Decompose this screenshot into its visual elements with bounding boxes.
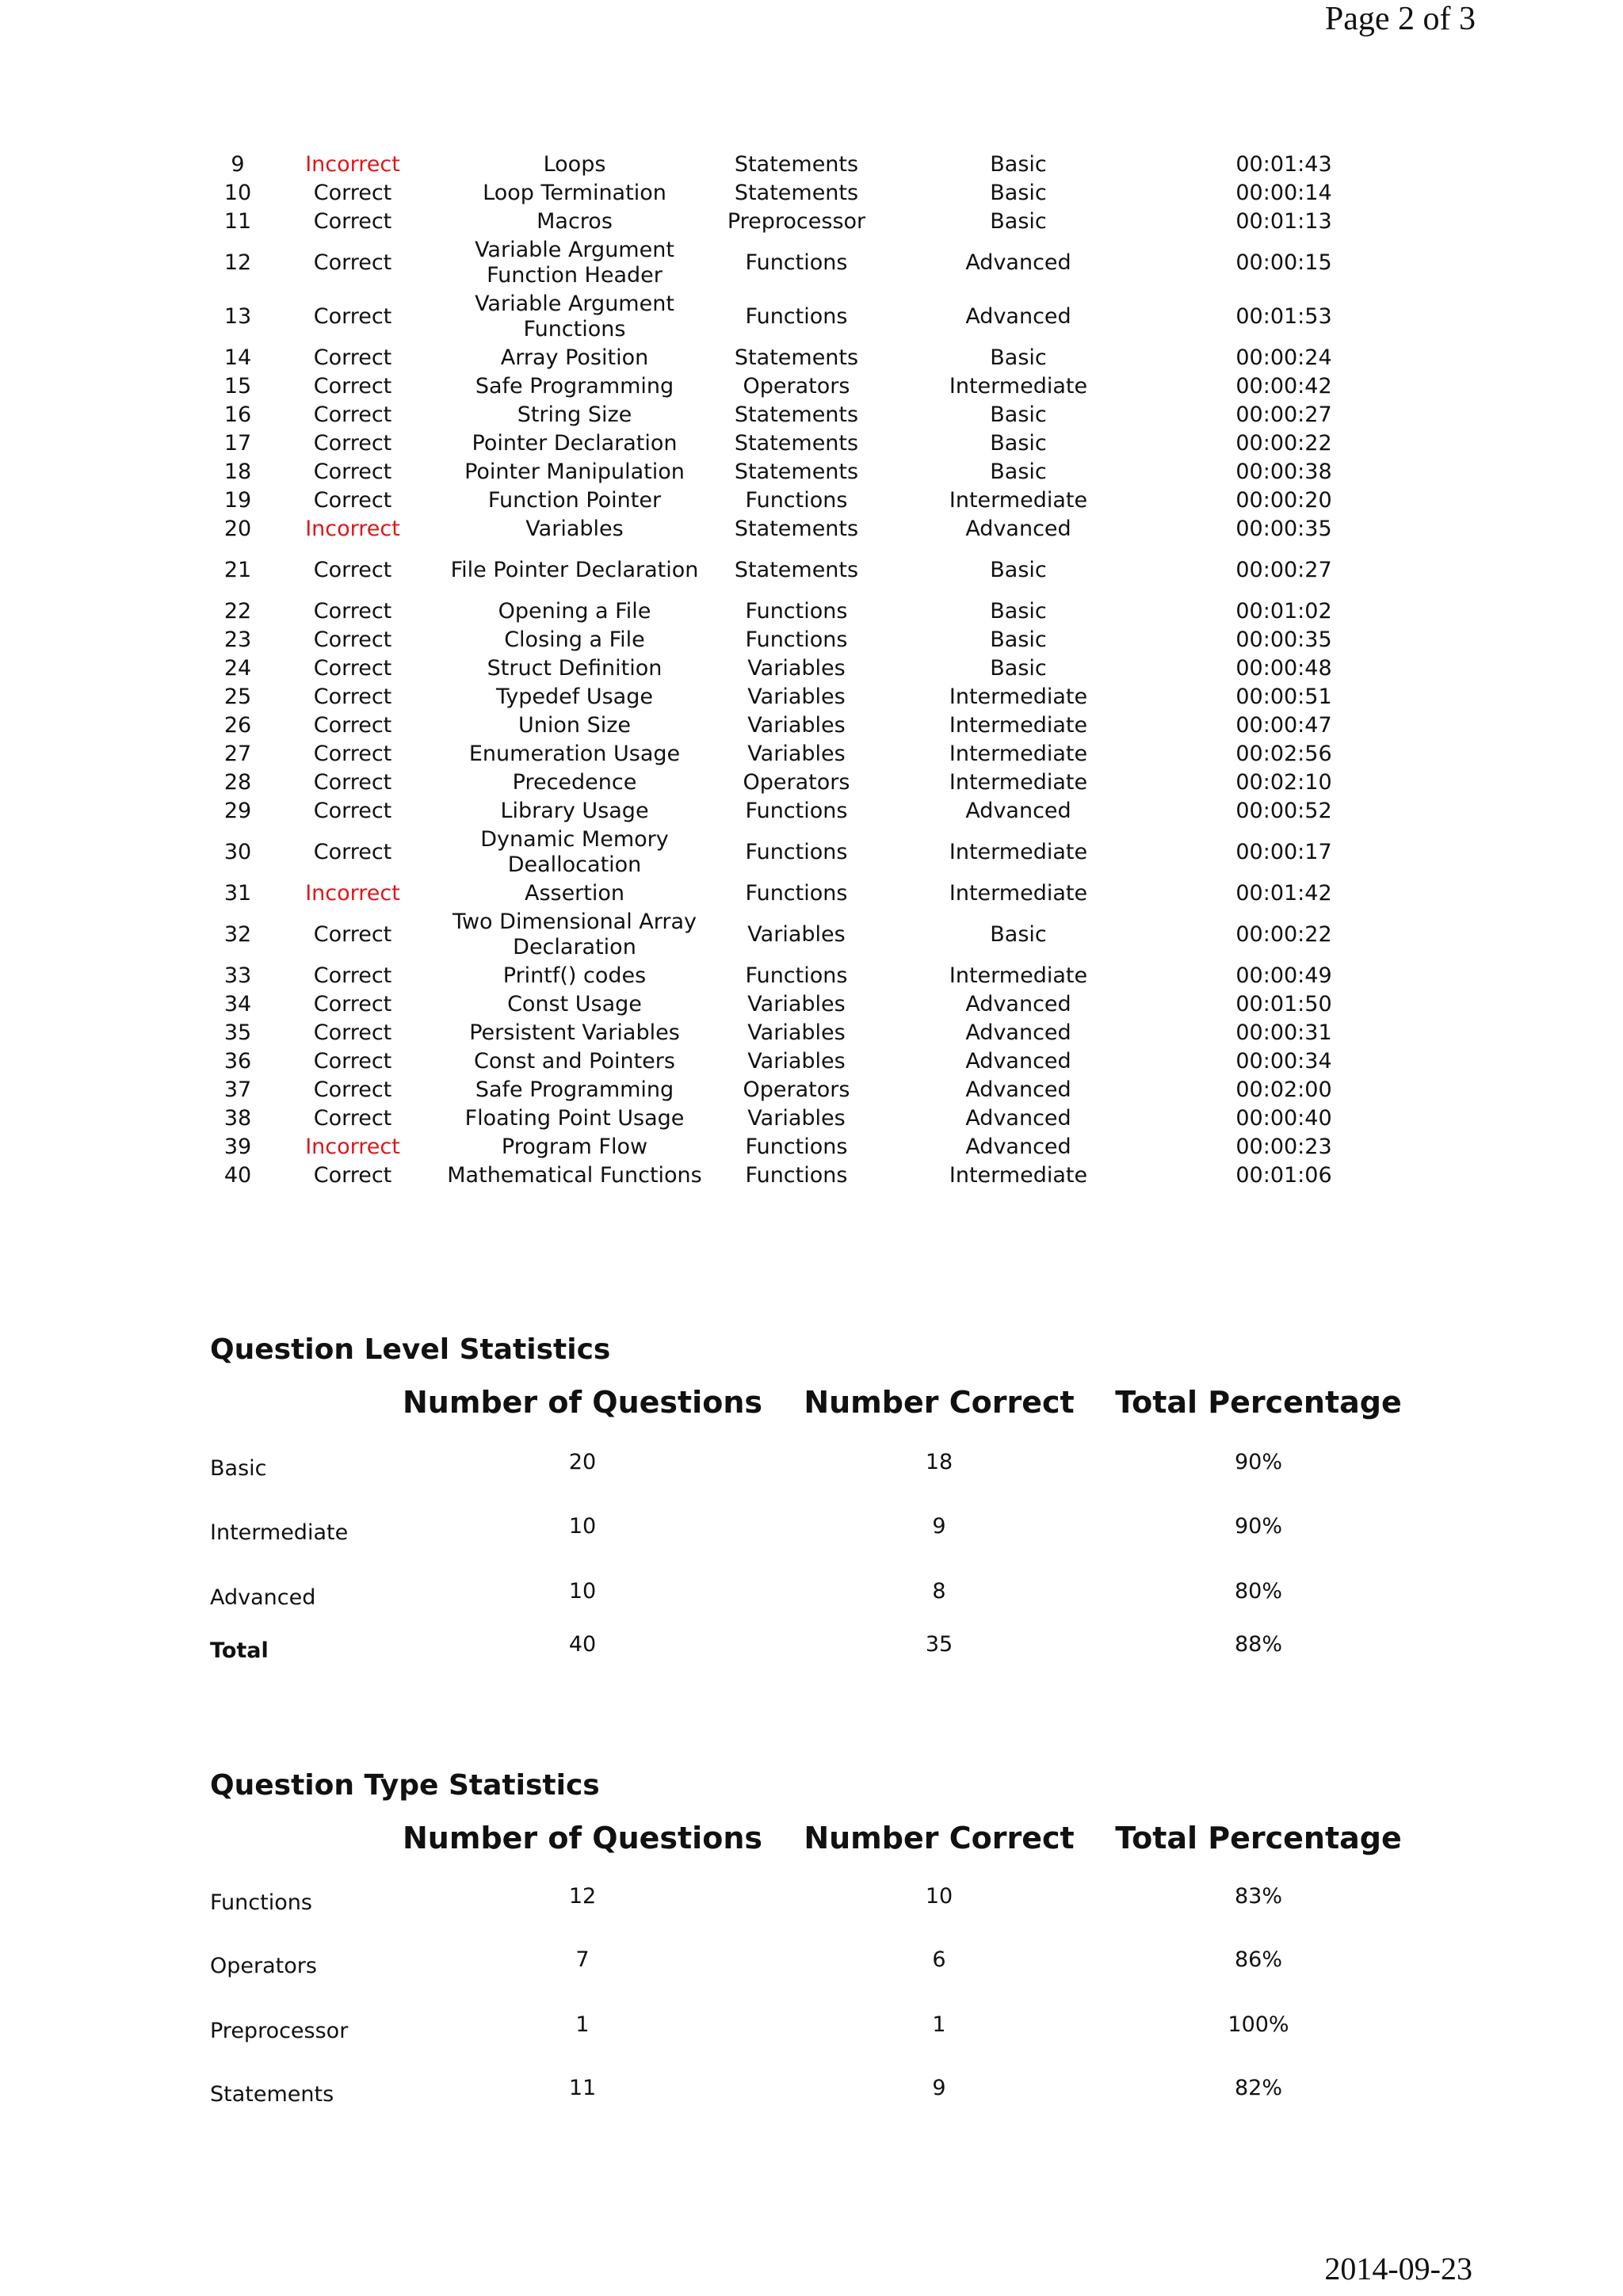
cell-level: Basic (990, 181, 1047, 205)
cell-topic: Dynamic Memory Deallocation (480, 827, 669, 877)
stats-count: 10 (568, 1579, 597, 1604)
cell-num: 12 (223, 250, 252, 275)
stats-correct: 1 (932, 2012, 946, 2037)
cell-num: 34 (223, 992, 252, 1016)
table-row (198, 486, 1403, 515)
cell-result: Correct (313, 250, 392, 275)
cell-category: Functions (745, 1163, 848, 1188)
page-date: 2014-09-23 (1324, 2251, 1472, 2286)
table-row (198, 401, 1403, 429)
cell-time: 00:01:42 (1235, 881, 1332, 906)
cell-num: 10 (223, 181, 252, 205)
cell-level: Intermediate (949, 685, 1088, 709)
cell-level: Basic (990, 558, 1047, 582)
cell-category: Statements (734, 517, 859, 541)
stats-row (0, 1514, 1623, 1552)
cell-level: Intermediate (949, 488, 1088, 513)
cell-level: Intermediate (949, 963, 1088, 988)
table-row (198, 290, 1403, 344)
stats-pct: 86% (1234, 1947, 1283, 1972)
cell-category: Functions (745, 799, 848, 823)
cell-topic: Const Usage (507, 992, 642, 1016)
cell-num: 32 (223, 922, 252, 947)
stats-row-label: Preprocessor (210, 2019, 349, 2043)
cell-category: Statements (734, 460, 859, 484)
table-row (198, 1104, 1403, 1133)
cell-result: Incorrect (305, 881, 400, 906)
cell-topic: Safe Programming (475, 374, 674, 399)
cell-time: 00:02:10 (1235, 770, 1332, 795)
cell-result: Correct (313, 1077, 392, 1102)
table-row (198, 208, 1403, 236)
cell-topic: Program Flow (501, 1135, 648, 1159)
cell-num: 19 (223, 488, 252, 513)
cell-topic: Two Dimensional Array Declaration (452, 910, 697, 959)
cell-time: 00:01:53 (1235, 304, 1332, 329)
cell-level: Basic (990, 431, 1047, 456)
cell-result: Correct (313, 1049, 392, 1074)
col-total-percentage: Total Percentage (1115, 1821, 1402, 1855)
cell-level: Basic (990, 460, 1047, 484)
cell-num: 11 (223, 209, 252, 234)
cell-num: 13 (223, 304, 252, 329)
cell-level: Advanced (965, 992, 1071, 1016)
table-row (198, 1047, 1403, 1076)
stats-correct: 9 (932, 1514, 946, 1539)
stats-row (0, 1947, 1623, 1985)
table-row (198, 344, 1403, 372)
stats-pct: 80% (1234, 1579, 1283, 1604)
cell-time: 00:00:40 (1235, 1106, 1332, 1131)
table-row (198, 740, 1403, 769)
stats-row-label: Intermediate (210, 1520, 349, 1545)
cell-topic: Library Usage (500, 799, 649, 823)
table-row (198, 1161, 1403, 1190)
cell-topic: Precedence (512, 770, 637, 795)
cell-result: Correct (313, 922, 392, 947)
cell-topic: File Pointer Declaration (450, 558, 699, 582)
cell-time: 00:00:52 (1235, 799, 1332, 823)
cell-num: 16 (223, 402, 252, 427)
stats-pct: 83% (1234, 1884, 1283, 1909)
col-number-of-questions: Number of Questions (403, 1385, 762, 1420)
cell-time: 00:01:50 (1235, 992, 1332, 1016)
col-number-correct: Number Correct (804, 1385, 1075, 1420)
cell-result: Correct (313, 181, 392, 205)
cell-level: Advanced (965, 1077, 1071, 1102)
table-row (198, 179, 1403, 208)
cell-topic: Safe Programming (475, 1077, 674, 1102)
cell-topic: Pointer Declaration (472, 431, 678, 456)
cell-level: Intermediate (949, 742, 1088, 766)
stats-correct: 35 (925, 1632, 953, 1657)
table-row (198, 962, 1403, 990)
cell-num: 24 (223, 656, 252, 681)
cell-time: 00:00:20 (1235, 488, 1332, 513)
cell-topic: Const and Pointers (474, 1049, 675, 1074)
cell-time: 00:00:22 (1235, 922, 1332, 947)
cell-topic: Closing a File (504, 627, 645, 652)
stats-correct: 8 (932, 1579, 946, 1604)
cell-level: Intermediate (949, 1163, 1088, 1188)
table-row (198, 543, 1403, 597)
cell-result: Correct (313, 431, 392, 456)
cell-level: Intermediate (949, 770, 1088, 795)
cell-num: 26 (223, 713, 252, 738)
cell-level: Intermediate (949, 840, 1088, 864)
stats-row (0, 1632, 1623, 1670)
cell-num: 36 (223, 1049, 252, 1074)
question-results-table (198, 151, 1403, 1190)
cell-num: 37 (223, 1077, 252, 1102)
cell-level: Advanced (965, 250, 1071, 275)
stats-row-label: Advanced (210, 1585, 316, 1610)
cell-topic: Assertion (524, 881, 625, 906)
cell-time: 00:00:49 (1235, 963, 1332, 988)
cell-category: Functions (745, 1135, 848, 1159)
cell-topic: Variable Argument Function Header (475, 238, 674, 288)
cell-time: 00:00:38 (1235, 460, 1332, 484)
table-row (198, 879, 1403, 908)
cell-topic: Persistent Variables (469, 1020, 680, 1045)
stats-count: 20 (568, 1450, 597, 1474)
cell-category: Variables (747, 1106, 846, 1131)
cell-topic: Variable Argument Functions (475, 292, 674, 341)
cell-result: Correct (313, 742, 392, 766)
table-row (198, 151, 1403, 179)
table-row (198, 1019, 1403, 1047)
cell-category: Functions (745, 881, 848, 906)
cell-num: 40 (223, 1163, 252, 1188)
cell-category: Variables (747, 1049, 846, 1074)
table-row (198, 515, 1403, 543)
stats-row-label: Statements (210, 2082, 334, 2107)
stats-count: 7 (575, 1947, 590, 1972)
cell-level: Advanced (965, 1106, 1071, 1131)
cell-time: 00:02:56 (1235, 742, 1332, 766)
cell-result: Correct (313, 402, 392, 427)
cell-result: Correct (313, 1163, 392, 1188)
cell-result: Incorrect (305, 152, 400, 177)
cell-time: 00:00:14 (1235, 181, 1332, 205)
cell-num: 15 (223, 374, 252, 399)
level-stats-header (0, 1385, 1623, 1425)
cell-result: Correct (313, 304, 392, 329)
cell-level: Advanced (965, 1020, 1071, 1045)
cell-category: Operators (743, 374, 850, 399)
col-number-of-questions: Number of Questions (403, 1821, 762, 1855)
type-stats-title: Question Type Statistics (210, 1769, 600, 1802)
table-row (198, 1133, 1403, 1161)
cell-num: 9 (231, 152, 245, 177)
stats-row (0, 2012, 1623, 2050)
table-row (198, 626, 1403, 654)
cell-result: Correct (313, 840, 392, 864)
cell-topic: Enumeration Usage (468, 742, 681, 766)
cell-time: 00:00:42 (1235, 374, 1332, 399)
cell-result: Correct (313, 799, 392, 823)
col-number-correct: Number Correct (804, 1821, 1075, 1855)
cell-time: 00:00:35 (1235, 517, 1332, 541)
type-stats-header (0, 1821, 1623, 1860)
stats-correct: 10 (925, 1884, 953, 1909)
cell-time: 00:00:17 (1235, 840, 1332, 864)
table-row (198, 654, 1403, 683)
stats-pct: 88% (1234, 1632, 1283, 1657)
cell-result: Incorrect (305, 1135, 400, 1159)
cell-result: Correct (313, 770, 392, 795)
cell-category: Functions (745, 250, 848, 275)
level-stats-title: Question Level Statistics (210, 1333, 611, 1366)
cell-level: Basic (990, 656, 1047, 681)
cell-time: 00:00:31 (1235, 1020, 1332, 1045)
cell-time: 00:00:24 (1235, 345, 1332, 370)
cell-num: 35 (223, 1020, 252, 1045)
cell-category: Functions (745, 963, 848, 988)
cell-result: Correct (313, 599, 392, 624)
cell-category: Preprocessor (727, 209, 866, 234)
table-row (198, 236, 1403, 290)
stats-correct: 9 (932, 2076, 946, 2100)
cell-category: Functions (745, 627, 848, 652)
cell-num: 25 (223, 685, 252, 709)
stats-pct: 82% (1234, 2076, 1283, 2100)
cell-topic: String Size (517, 402, 632, 427)
cell-level: Basic (990, 345, 1047, 370)
table-row (198, 769, 1403, 797)
cell-time: 00:00:15 (1235, 250, 1332, 275)
stats-count: 12 (568, 1884, 597, 1909)
stats-row-label: Functions (210, 1890, 312, 1915)
stats-row-label: Basic (210, 1456, 267, 1481)
stats-row-label: Total (210, 1638, 269, 1663)
cell-topic: Union Size (517, 713, 631, 738)
stats-pct: 90% (1234, 1514, 1283, 1539)
cell-level: Basic (990, 152, 1047, 177)
cell-result: Correct (313, 345, 392, 370)
cell-num: 20 (223, 517, 252, 541)
stats-row (0, 1450, 1623, 1488)
table-row (198, 372, 1403, 401)
cell-time: 00:00:27 (1235, 402, 1332, 427)
cell-category: Statements (734, 402, 859, 427)
page-number: Page 2 of 3 (1324, 1, 1476, 37)
cell-result: Correct (313, 627, 392, 652)
cell-topic: Typedef Usage (496, 685, 653, 709)
cell-topic: Loop Termination (483, 181, 666, 205)
cell-category: Variables (747, 656, 846, 681)
table-row (198, 908, 1403, 962)
stats-row-label: Operators (210, 1954, 317, 1978)
cell-time: 00:00:48 (1235, 656, 1332, 681)
cell-result: Correct (313, 558, 392, 582)
cell-time: 00:00:22 (1235, 431, 1332, 456)
cell-category: Functions (745, 599, 848, 624)
stats-count: 40 (568, 1632, 597, 1657)
cell-topic: Function Pointer (487, 488, 662, 513)
cell-topic: Floating Point Usage (464, 1106, 685, 1131)
stats-row (0, 2076, 1623, 2114)
stats-correct: 18 (925, 1450, 953, 1474)
cell-num: 22 (223, 599, 252, 624)
cell-result: Correct (313, 992, 392, 1016)
cell-level: Advanced (965, 1049, 1071, 1074)
cell-result: Correct (313, 488, 392, 513)
cell-category: Functions (745, 840, 848, 864)
cell-topic: Array Position (500, 345, 649, 370)
cell-level: Intermediate (949, 713, 1088, 738)
cell-category: Variables (747, 1020, 846, 1045)
cell-topic: Pointer Manipulation (464, 460, 685, 484)
cell-level: Advanced (965, 1135, 1071, 1159)
cell-time: 00:01:13 (1235, 209, 1332, 234)
cell-category: Variables (747, 992, 846, 1016)
cell-level: Advanced (965, 304, 1071, 329)
cell-level: Basic (990, 209, 1047, 234)
cell-time: 00:00:35 (1235, 627, 1332, 652)
cell-num: 21 (223, 558, 252, 582)
table-row (198, 458, 1403, 486)
stats-correct: 6 (932, 1947, 946, 1972)
cell-num: 27 (223, 742, 252, 766)
cell-level: Intermediate (949, 881, 1088, 906)
cell-category: Statements (734, 558, 859, 582)
cell-result: Incorrect (305, 517, 400, 541)
cell-time: 00:01:02 (1235, 599, 1332, 624)
cell-num: 30 (223, 840, 252, 864)
cell-category: Variables (747, 922, 846, 947)
cell-category: Statements (734, 431, 859, 456)
cell-topic: Variables (525, 517, 624, 541)
cell-category: Functions (745, 488, 848, 513)
cell-level: Advanced (965, 517, 1071, 541)
table-row (198, 826, 1403, 879)
cell-category: Functions (745, 304, 848, 329)
cell-category: Statements (734, 181, 859, 205)
table-row (198, 797, 1403, 826)
cell-time: 00:01:06 (1235, 1163, 1332, 1188)
cell-category: Statements (734, 345, 859, 370)
cell-level: Basic (990, 402, 1047, 427)
cell-result: Correct (313, 963, 392, 988)
cell-result: Correct (313, 1020, 392, 1045)
cell-category: Operators (743, 770, 850, 795)
cell-category: Operators (743, 1077, 850, 1102)
cell-category: Statements (734, 152, 859, 177)
cell-time: 00:00:27 (1235, 558, 1332, 582)
stats-count: 10 (568, 1514, 597, 1539)
table-row (198, 683, 1403, 711)
cell-result: Correct (313, 685, 392, 709)
stats-row (0, 1884, 1623, 1922)
cell-num: 38 (223, 1106, 252, 1131)
stats-pct: 90% (1234, 1450, 1283, 1474)
cell-time: 00:02:00 (1235, 1077, 1332, 1102)
table-row (198, 597, 1403, 626)
cell-category: Variables (747, 685, 846, 709)
table-row (198, 711, 1403, 740)
cell-num: 31 (223, 881, 252, 906)
table-row (198, 429, 1403, 458)
cell-result: Correct (313, 374, 392, 399)
cell-result: Correct (313, 209, 392, 234)
cell-time: 00:00:23 (1235, 1135, 1332, 1159)
cell-num: 28 (223, 770, 252, 795)
cell-level: Basic (990, 599, 1047, 624)
cell-num: 14 (223, 345, 252, 370)
cell-topic: Macros (537, 209, 613, 234)
cell-topic: Loops (543, 152, 606, 177)
cell-num: 33 (223, 963, 252, 988)
cell-topic: Mathematical Functions (447, 1163, 702, 1188)
stats-count: 1 (575, 2012, 590, 2037)
cell-topic: Printf() codes (502, 963, 647, 988)
stats-pct: 100% (1228, 2012, 1289, 2037)
col-total-percentage: Total Percentage (1115, 1385, 1402, 1420)
table-row (198, 1076, 1403, 1104)
cell-num: 23 (223, 627, 252, 652)
cell-topic: Struct Definition (487, 656, 663, 681)
cell-category: Variables (747, 742, 846, 766)
cell-num: 39 (223, 1135, 252, 1159)
cell-time: 00:00:51 (1235, 685, 1332, 709)
cell-result: Correct (313, 460, 392, 484)
cell-num: 17 (223, 431, 252, 456)
cell-category: Variables (747, 713, 846, 738)
cell-topic: Opening a File (498, 599, 651, 624)
cell-num: 29 (223, 799, 252, 823)
table-row (198, 990, 1403, 1019)
cell-time: 00:01:43 (1235, 152, 1332, 177)
cell-level: Basic (990, 627, 1047, 652)
cell-level: Advanced (965, 799, 1071, 823)
cell-result: Correct (313, 713, 392, 738)
cell-result: Correct (313, 1106, 392, 1131)
cell-time: 00:00:34 (1235, 1049, 1332, 1074)
cell-level: Basic (990, 922, 1047, 947)
stats-row (0, 1579, 1623, 1617)
cell-result: Correct (313, 656, 392, 681)
cell-num: 18 (223, 460, 252, 484)
cell-level: Intermediate (949, 374, 1088, 399)
cell-time: 00:00:47 (1235, 713, 1332, 738)
stats-count: 11 (568, 2076, 597, 2100)
